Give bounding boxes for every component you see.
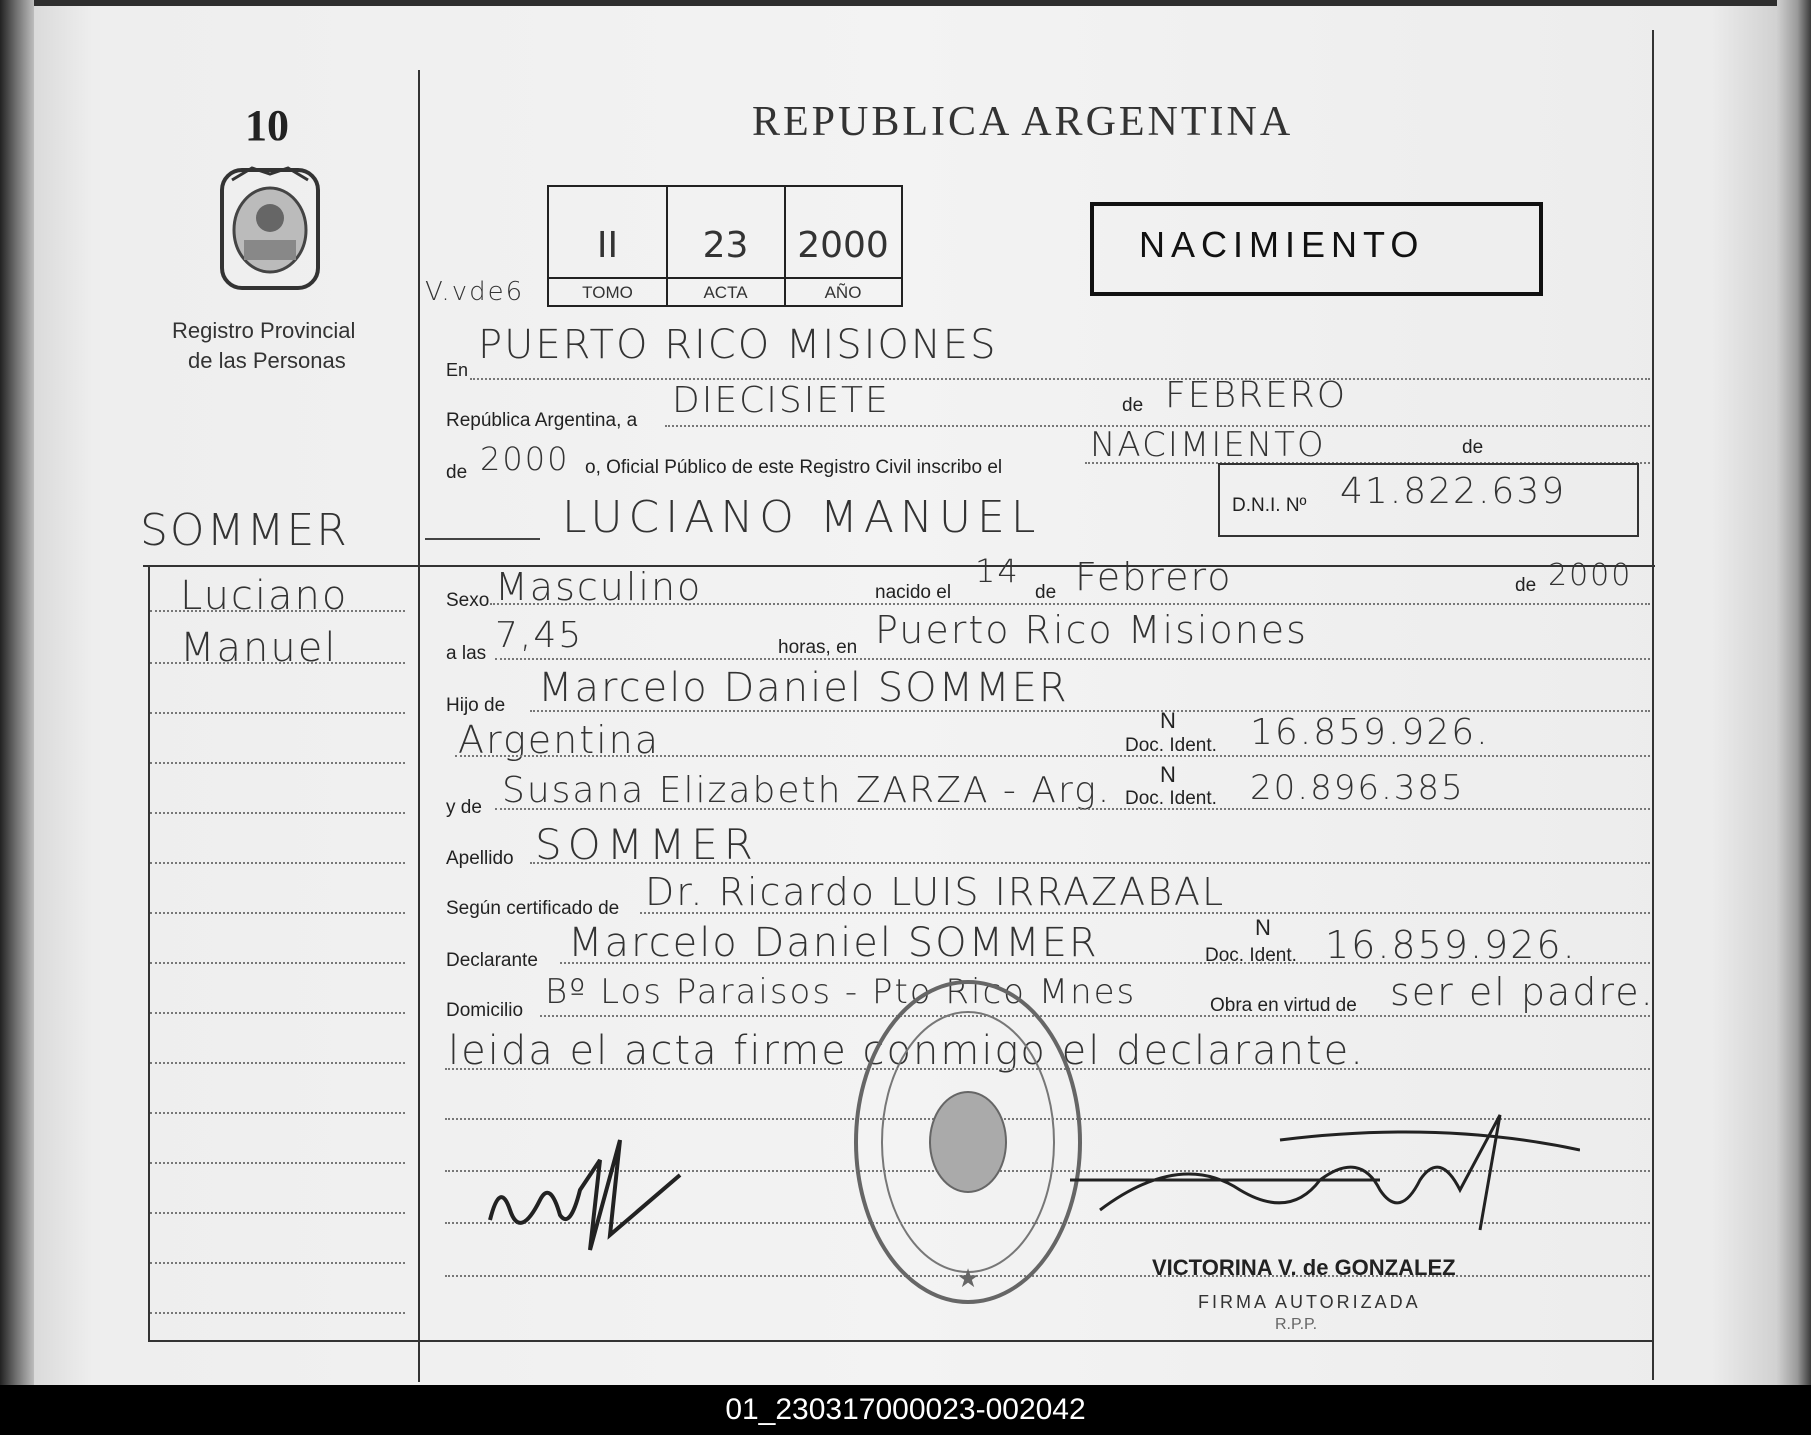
margin-rule <box>150 610 405 612</box>
margin-given-2: Manuel <box>180 625 338 671</box>
registry-line-1: Registro Provincial <box>172 318 356 343</box>
de3-label: de <box>1035 582 1057 603</box>
margin-rule <box>150 1112 405 1114</box>
de2-label: de <box>1462 437 1484 458</box>
domicilio-label: Domicilio <box>446 1000 524 1021</box>
declarante-value: Marcelo Daniel SOMMER <box>568 920 1099 966</box>
margin-rule <box>150 1262 405 1264</box>
column-divider <box>418 70 420 1382</box>
dni-label: D.N.I. Nº <box>1232 495 1307 516</box>
declarante-label: Declarante <box>446 950 538 971</box>
madre-doc-value: 20.896.385 <box>1250 768 1465 808</box>
doc-label-3: Doc. Ident. <box>1205 945 1297 966</box>
tomo-value: II <box>596 225 619 266</box>
alas-label: a las <box>446 643 487 664</box>
ano-value: 2000 <box>797 225 889 266</box>
margin-rule <box>150 912 405 914</box>
margin-rule <box>150 662 405 664</box>
margin-rule <box>150 1062 405 1064</box>
form-rule <box>640 912 1650 914</box>
ano-label: AÑO <box>824 283 862 302</box>
form-rule <box>470 378 1650 380</box>
year-suffix: o, Oficial Público de este Registro Civil inscribo el <box>585 457 1003 478</box>
book-binding <box>0 0 34 1385</box>
ref-divider <box>549 277 901 279</box>
signatory-subtitle: R.P.P. <box>1275 1316 1318 1333</box>
year-prefix: de <box>446 462 468 483</box>
padre-nac-value: Argentina <box>458 718 661 762</box>
form-rule <box>495 808 1650 810</box>
nacido-month: Febrero <box>1075 555 1233 599</box>
dni-value: 41.822.639 <box>1340 471 1567 512</box>
en-label: En <box>446 360 469 380</box>
tomo-label: TOMO <box>582 283 633 302</box>
nacido-year: 2000 <box>1548 558 1633 593</box>
form-rule <box>490 603 1650 605</box>
obra-label: Obra en virtud de <box>1210 995 1357 1016</box>
signatory-title: FIRMA AUTORIZADA <box>1198 1292 1421 1312</box>
acta-value: 23 <box>702 225 749 266</box>
inscribo-value: NACIMIENTO <box>1090 425 1326 465</box>
margin-rule <box>150 812 405 814</box>
left-column-border <box>148 565 150 1342</box>
apellido-value: SOMMER <box>535 820 759 869</box>
margin-note: V.vde6 <box>425 277 525 307</box>
page-edge <box>1777 0 1811 1385</box>
form-rule <box>560 962 1650 964</box>
footer-code: 01_230317000023-002042 <box>0 1385 1811 1435</box>
name-underline <box>143 565 1655 567</box>
republica-label: República Argentina, a <box>446 410 638 431</box>
year-value: 2000 <box>480 440 570 478</box>
declarant-signature <box>480 1120 700 1260</box>
misiones-seal <box>212 160 328 295</box>
doc-label: Doc. Ident. <box>1125 735 1217 756</box>
nacido-day: 14 <box>975 552 1020 590</box>
margin-rule <box>150 862 405 864</box>
madre-value: Susana Elizabeth ZARZA - Arg. <box>502 770 1112 811</box>
svg-text:★: ★ <box>956 1264 980 1294</box>
margin-rule <box>150 1162 405 1164</box>
margin-rule <box>150 962 405 964</box>
doc-n-mark-2: N <box>1160 762 1176 787</box>
record-type-box <box>1090 202 1543 296</box>
name-dash <box>425 538 540 540</box>
leida-value: leida el acta firme conmigo el declarante. <box>448 1028 1365 1074</box>
domicilio-value: Bº Los Paraisos - Pto Rico Mnes <box>545 972 1137 1012</box>
sexo-value: Masculino <box>495 565 703 609</box>
tomo-cell <box>549 187 668 305</box>
margin-surname: SOMMER <box>140 505 349 556</box>
margin-rule <box>150 1012 405 1014</box>
obra-value: ser el padre. <box>1390 970 1655 1014</box>
dni-box <box>1218 463 1639 537</box>
country-title: REPUBLICA ARGENTINA <box>752 99 1294 145</box>
official-signature <box>1060 1110 1580 1260</box>
registry-stamp <box>848 972 1088 1312</box>
nacido-label: nacido el <box>875 582 952 603</box>
day-value: DIECISIETE <box>672 380 890 421</box>
margin-rule <box>150 1212 405 1214</box>
segun-label: Según certificado de <box>446 898 620 919</box>
doc-n-mark-3: N <box>1255 915 1271 940</box>
doc-n-mark: N <box>1160 708 1176 733</box>
padre-value: Marcelo Daniel SOMMER <box>538 665 1069 711</box>
margin-rule <box>150 712 405 714</box>
margin-rule <box>150 762 405 764</box>
hijo-label: Hijo de <box>446 695 506 716</box>
name-value: LUCIANO MANUEL <box>562 492 1042 543</box>
hora-value: 7,45 <box>495 615 584 656</box>
lugar-value: Puerto Rico Misiones <box>875 608 1308 652</box>
reference-box <box>547 185 903 307</box>
form-rule <box>540 1015 1650 1017</box>
padre-doc-value: 16.859.926. <box>1250 712 1490 753</box>
right-border <box>1652 30 1654 1380</box>
certificado-value: Dr. Ricardo LUIS IRRAZABAL <box>645 870 1226 914</box>
month-value: FEBRERO <box>1165 375 1348 416</box>
acta-label: ACTA <box>703 283 748 302</box>
form-rule <box>495 658 1650 660</box>
form-rule <box>530 862 1650 864</box>
form-rule <box>455 755 1650 757</box>
de-label: de <box>1122 395 1144 416</box>
doc-label-2: Doc. Ident. <box>1125 788 1217 809</box>
page-number: 10 <box>245 101 289 150</box>
de4-label: de <box>1515 575 1537 596</box>
margin-rule <box>150 1312 405 1314</box>
en-value: PUERTO RICO MISIONES <box>478 322 998 368</box>
sexo-label: Sexo <box>446 590 490 611</box>
registry-line-2: de las Personas <box>188 348 346 373</box>
record-type: NACIMIENTO <box>1139 224 1425 265</box>
declarante-doc-value: 16.859.926. <box>1325 923 1577 967</box>
margin-given-1: Luciano <box>180 573 349 619</box>
bottom-border <box>148 1340 1653 1342</box>
signatory-name: VICTORINA V. de GONZALEZ <box>1152 1255 1456 1280</box>
ano-cell <box>785 187 901 305</box>
yde-label: y de <box>446 797 482 818</box>
acta-cell <box>667 187 786 305</box>
apellido-label: Apellido <box>446 848 514 869</box>
horas-label: horas, en <box>778 637 858 658</box>
